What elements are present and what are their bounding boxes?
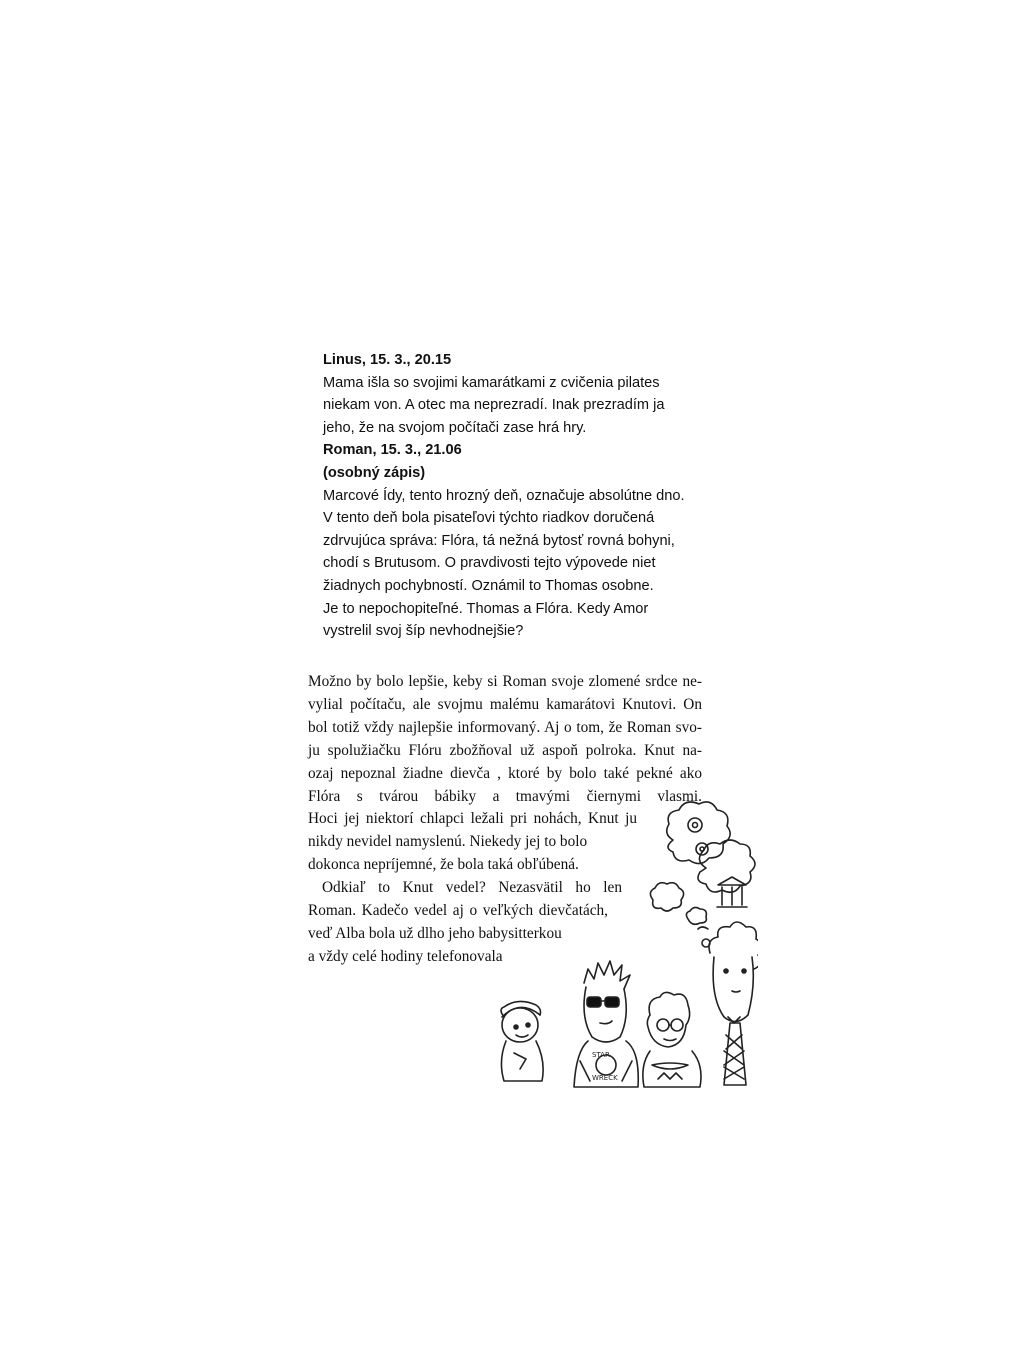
kids-illustration [488,795,758,1090]
shirt-text-star: STAR [592,1051,610,1059]
diary-line: zdrvujúca správa: Flóra, tá nežná bytosť rovná bohyni, [323,532,675,549]
narrative-line: nikdy nevidel namyslenú. Niekedy jej to bolo [308,833,588,851]
diary-line: vystrelil svoj šíp nevhodnejšie? [323,623,524,640]
narrative-line: a vždy celé hodiny telefonovala [308,947,503,965]
narrative-line: Odkiaľ to Knut vedel? Nezasvätil ho len [322,879,622,897]
diary-entry-linus [323,349,743,439]
diary-entry-roman [323,439,743,642]
narrative-line: ju spolužiačku Flóru zbožňoval už aspoň polroka. Knut na- [308,741,702,759]
diary-line: žiadnych pochybností. Oznámil to Thomas osobne. [323,577,654,594]
narrative-line: Flóra s tvárou bábiky a tmavými čiernymi vlasmi. [308,787,702,805]
shirt-text-wreck: WRECK [592,1074,618,1082]
narrative-line: vylial počítaču, ale svojmu malému kamarátovi Knutovi. On [308,695,702,713]
narrative-line: Hoci jej niektorí chlapci ležali pri nohách, Knut ju [308,810,637,828]
diary-line: chodí s Brutusom. O pravdivosti tejto výpovede niet [323,555,656,572]
kid-arms-crossed [643,992,701,1087]
narrative-line: dokonca nepríjemné, že bola taká obľúbená. [308,856,579,874]
kid-with-cap [501,1001,543,1081]
narrative-line: Možno by bolo lepšie, keby si Roman svoje zlomené srdce ne- [308,673,702,690]
diary-line: V tento deň bola pisateľovi týchto riadkov doručená [323,510,655,527]
diary-line: Mama išla so svojimi kamarátkami z cvičenia pilates [323,374,660,391]
diary-line: niekam von. A otec ma neprezradí. Inak prezradím ja [323,397,665,414]
narrative-line: veď Alba bola už dlho jeho babysitterkou [308,924,562,942]
thought-bubble-gears [667,802,730,864]
narrative-line: bol totiž vždy najlepšie informovaný. Aj o tom, že Roman svo- [308,718,702,736]
diary-line: Marcové Ídy, tento hrozný deň, označuje absolútne dno. [323,487,685,504]
kid-tall-with-tie [709,922,758,1085]
kid-with-glasses [574,961,638,1087]
diary-line: jeho, že na svojom počítači zase hrá hry. [323,419,587,436]
narrative-line: Roman. Kadečo vedel aj o veľkých dievčatách, [308,902,608,920]
diary-entry-heading: Linus, 15. 3., 20.15 [323,352,452,368]
diary-entry-heading: Roman, 15. 3., 21.06 [323,442,462,459]
diary-line: Je to nepochopiteľné. Thomas a Flóra. Kedy Amor [323,600,649,617]
diary-entries [323,349,743,643]
diary-entry-subheading: (osobný zápis) [323,464,426,481]
thought-bubble-temple [698,840,755,907]
narrative-line: ozaj nepoznal žiadne dievča , ktoré by bolo také pekné ako [308,764,702,782]
thought-bubble-small [650,883,710,947]
